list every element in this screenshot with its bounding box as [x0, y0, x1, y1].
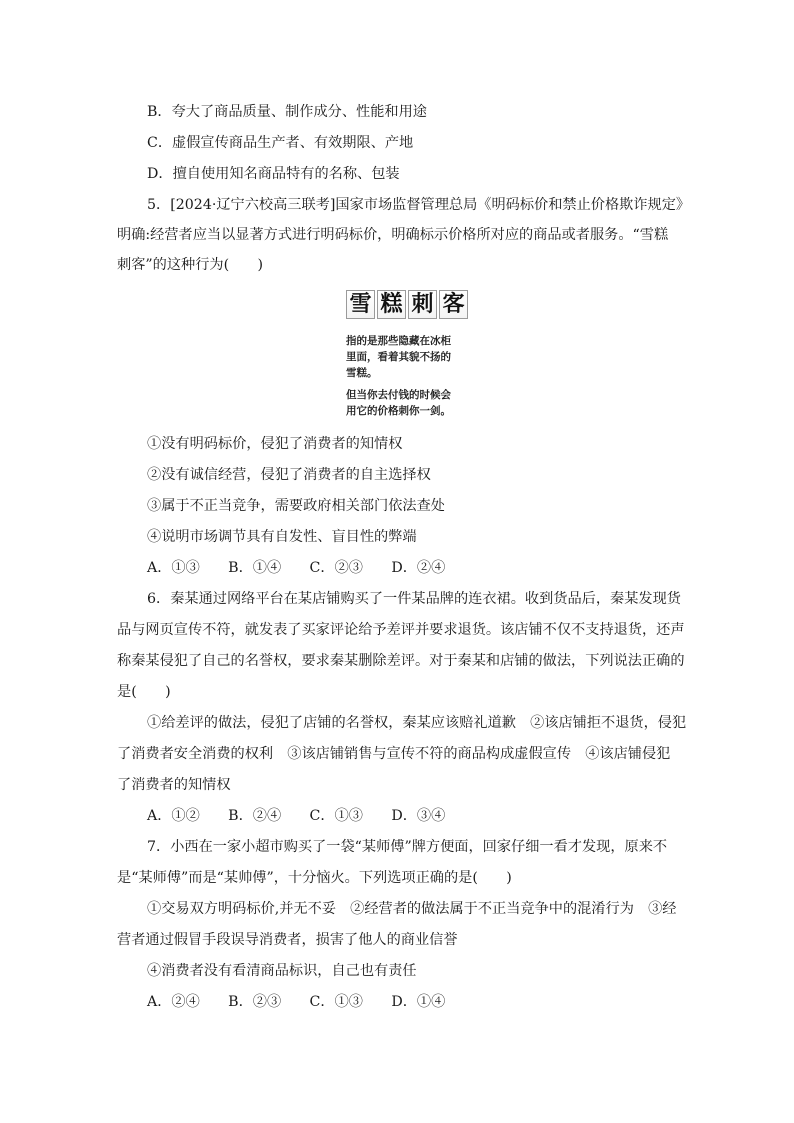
q6-choices: A．①② B．②④ C．①③ D．③④: [147, 808, 446, 824]
q5-stem-line-2: 明确:经营者应当以显著方式进行明码标价，明确标示价格所对应的商品或者服务。“雪糕: [117, 227, 669, 243]
q7-stem-line-2: 是“某师傅”而是“某帅傅”，十分恼火。下列选项正确的是( ): [117, 870, 512, 886]
option-c: C．虚假宣传商品生产者、有效期限、产地: [147, 135, 414, 151]
q6-stem-line-3: 称秦某侵犯了自己的名誉权，要求秦某删除差评。对于秦某和店铺的做法，下列说法正确的: [117, 653, 685, 669]
q5-item-2: ②没有诚信经营，侵犯了消费者的自主选择权: [147, 467, 431, 483]
figure-caption: [346, 333, 476, 419]
q6-items-line-2: 了消费者安全消费的权利 ③该店铺销售与宣传不符的商品构成虚假宣传 ④该店铺侵犯: [117, 746, 671, 762]
q7-items-line-3: ④消费者没有看清商品标识，自己也有责任: [147, 963, 417, 979]
figure-title: [346, 290, 476, 319]
figure-caption-line: 雪糕。: [346, 367, 378, 379]
figure-title-char: 雪: [346, 290, 375, 319]
q7-choices: A．②④ B．②③ C．①③ D．①④: [147, 994, 446, 1010]
q5-stem-line-1: 5．[2024·辽宁六校高三联考]国家市场监督管理总局《明码标价和禁止价格欺诈规定》: [147, 197, 691, 213]
q7-stem-line-1: 7．小西在一家小超市购买了一袋“某师傅”牌方便面，回家仔细一看才发现，原来不: [147, 839, 668, 855]
q6-items-line-1: ①给差评的做法，侵犯了店铺的名誉权，秦某应该赔礼道歉 ②该店铺拒不退货，侵犯: [147, 715, 687, 731]
q5-item-4: ④说明市场调节具有自发性、盲目性的弊端: [147, 529, 417, 545]
figure-caption-line: 用它的价格刺你一剑。: [346, 405, 451, 417]
q5-stem-line-3: 刺客”的这种行为( ): [117, 257, 264, 273]
q7-items-line-1: ①交易双方明码标价,并无不妥 ②经营者的做法属于不正当竞争中的混淆行为 ③经: [147, 901, 677, 917]
q6-stem-line-1: 6．秦某通过网络平台在某店铺购买了一件某品牌的连衣裙。收到货品后，秦某发现货: [147, 591, 681, 607]
figure-caption-line: 指的是那些隐藏在冰柜: [346, 335, 451, 347]
figure-title-char: 糕: [377, 290, 406, 319]
figure-title-char: 刺: [408, 290, 437, 319]
option-d: D．擅自使用知名商品特有的名称、包装: [147, 166, 400, 182]
q5-choices: A．①③ B．①④ C．②③ D．②④: [147, 560, 446, 576]
figure-caption-line: 但当你去付钱的时候会: [346, 389, 451, 401]
q7-items-line-2: 营者通过假冒手段误导消费者，损害了他人的商业信誉: [117, 932, 458, 948]
figure-title-char: 客: [439, 290, 468, 319]
q6-stem-line-2: 品与网页宣传不符，就发表了买家评论给予差评并要求退货。该店铺不仅不支持退货，还声: [117, 622, 685, 638]
q5-item-1: ①没有明码标价，侵犯了消费者的知情权: [147, 436, 403, 452]
option-b: B．夸大了商品质量、制作成分、性能和用途: [147, 104, 427, 120]
xuegao-cike-figure: [344, 290, 476, 422]
figure-caption-line: 里面，看着其貌不扬的: [346, 351, 451, 363]
q5-item-3: ③属于不正当竞争，需要政府相关部门依法查处: [147, 498, 445, 514]
q6-stem-line-4: 是( ): [117, 684, 171, 700]
q6-items-line-3: 了消费者的知情权: [117, 777, 231, 793]
